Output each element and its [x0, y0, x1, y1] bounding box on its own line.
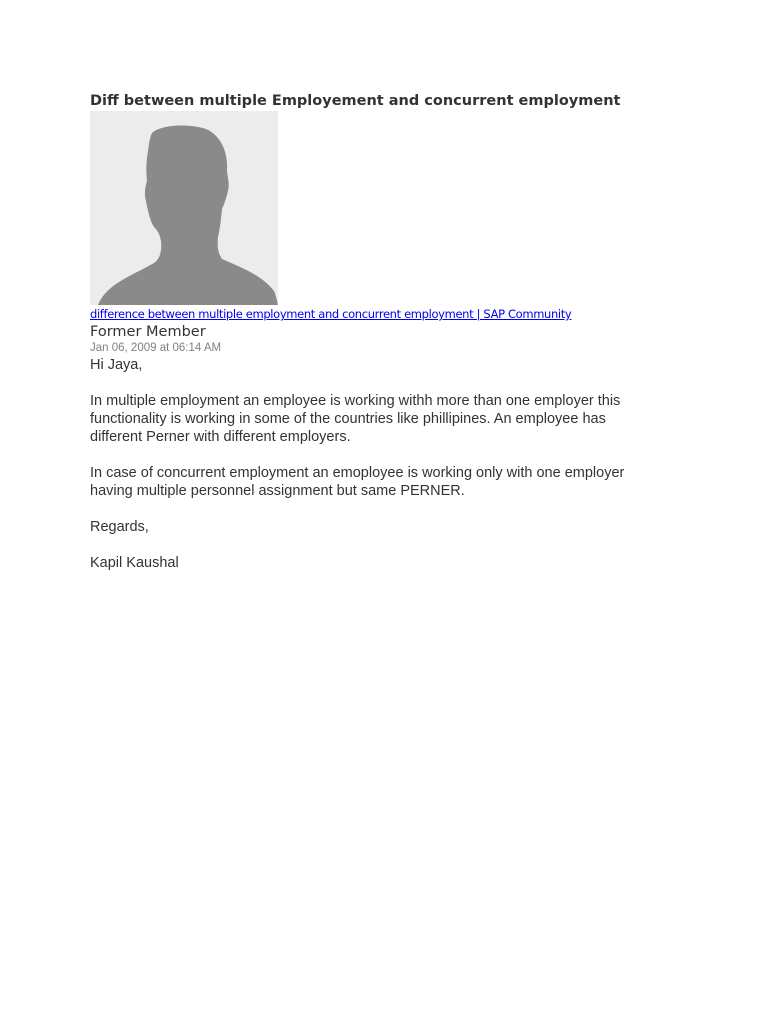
signature-paragraph: Kapil Kaushal: [90, 555, 179, 571]
post-container: [90, 92, 690, 590]
greeting-paragraph: Hi Jaya,: [90, 357, 143, 373]
avatar: [90, 111, 278, 305]
post-title: Diff between multiple Employement and concurrent employment: [90, 93, 621, 109]
author-name: Former Member: [90, 324, 206, 340]
post-date: Jan 06, 2009 at 06:14 AM: [90, 342, 222, 354]
person-silhouette-icon: [90, 111, 278, 305]
source-link[interactable]: difference between multiple employment and concurrent employment | SAP Community: [90, 307, 572, 321]
body-paragraph: In multiple employment an employee is working withh more than one employer this functionality is working in some of the countries like phillipines. An employee has different Perner with different employers.: [90, 393, 621, 445]
closing-paragraph: Regards,: [90, 519, 149, 535]
post-body: [90, 356, 660, 572]
body-paragraph: In case of concurrent employment an emoployee is working only with one employer having multiple personnel assignment but same PERNER.: [90, 465, 625, 499]
